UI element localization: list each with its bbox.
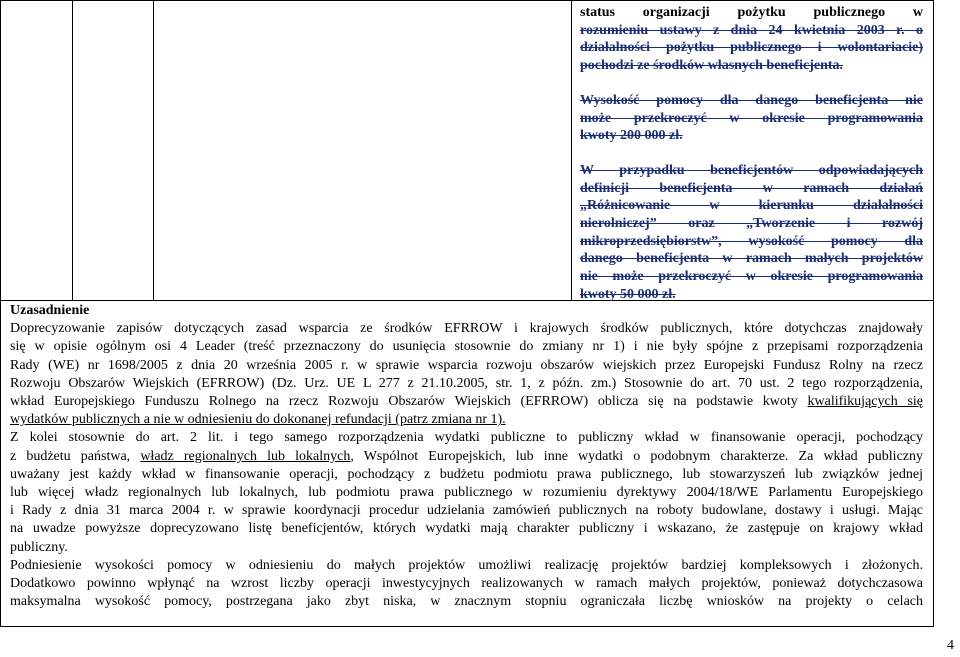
page-number: 4 bbox=[947, 638, 954, 653]
text-line: Z kolei stosownie do art. 2 lit. i tego samego rozporządzenia wydatki publiczne to publiczny wkład w finansowanie operacji, pochodzący bbox=[10, 430, 923, 446]
text-line: Dodatkowo powinno wpłynąć na wzrost liczby operacji inwestycyjnych realizowanych w ramach małych projektów, ponieważ dotychczasowa bbox=[10, 576, 923, 592]
text-line: mikroprzedsiębiorstw”, wysokość pomocy dla bbox=[580, 233, 923, 249]
text-line: może przekroczyć w okresie programowania bbox=[580, 110, 923, 126]
justification-heading: Uzasadnienie bbox=[10, 303, 90, 318]
text-line: Doprecyzowanie zapisów dotyczących zasad wsparcia ze środków EFRROW i krajowych środków publicznych, które dotychczas znajdowały bbox=[10, 321, 923, 337]
text-line: uważany jest każdy wkład w finansowanie operacji, pochodzący z budżetu podmiotu prawa publicznego, lub stowarzyszeń lub związków jednej bbox=[10, 466, 923, 482]
table-top-border bbox=[0, 0, 934, 1]
text-line: maksymalna wysokość pomocy, postrzegana jako zbyt niska, w znacznym stopniu ograniczała liczbę wniosków na projekty o celach bbox=[10, 594, 923, 610]
justification-section bbox=[10, 302, 923, 611]
text-line: Podniesienie wysokości pomocy w odniesieniu do małych projektów umożliwi realizację projektów bardziej kompleksowych i złożonych. bbox=[10, 557, 923, 573]
text-line bbox=[10, 393, 923, 411]
text-run: wkład Europejskiego Funduszu Rolnego na rzecz Rozwoju Obszarów Wiejskich (EFRROW) oblicza się na podstawie kwoty bbox=[10, 394, 808, 410]
text-line: Rady (WE) nr 1698/2005 z dnia 20 września 2005 r. w sprawie wsparcia rozwoju obszarów wiejskich przez Europejski Fundusz Rolny na rzecz bbox=[10, 357, 923, 373]
text-run: z budżetu państwa, bbox=[10, 448, 141, 464]
table-bottom-border bbox=[0, 626, 934, 627]
text-line: lub więcej władz regionalnych lub lokalnych, lub podmiotu prawa publicznego w rozumieniu dyrektywy 2004/18/WE Parlamentu Europejskiego bbox=[10, 485, 923, 501]
text-line bbox=[10, 448, 923, 466]
column-divider-2 bbox=[153, 0, 154, 301]
text-line: pochodzi ze środków własnych beneficjenta. bbox=[580, 58, 844, 74]
column-divider-3 bbox=[571, 0, 572, 301]
text-line: działalności pożytku publicznego i wolontariacie) bbox=[580, 40, 923, 56]
text-line: i Rady z dnia 31 marca 2004 r. w sprawie koordynacji procedur udzielania zamówień publicznych na roboty budowlane, dostawy i usługi. Mając bbox=[10, 503, 923, 519]
text-line: nierolniczej” oraz „Tworzenie i rozwój bbox=[580, 216, 923, 232]
text-line: kwoty 50 000 zł. bbox=[580, 286, 676, 302]
text-line: danego beneficjenta w ramach małych projektów bbox=[580, 251, 923, 267]
text-line: publiczny. bbox=[10, 539, 68, 555]
text-line: status organizacji pożytku publicznego w bbox=[580, 5, 923, 20]
text-line: Wysokość pomocy dla danego beneficjenta nie bbox=[580, 92, 923, 108]
block-small-projects bbox=[580, 162, 923, 304]
block-origin-funds bbox=[580, 4, 923, 75]
text-line: Rozwoju Obszarów Wiejskich (EFRROW) (Dz. Urz. UE L 277 z 21.10.2005, str. 1, z późn. zm.) Stosownie do art. 70 ust. 2 tego rozporządzenia, bbox=[10, 375, 923, 391]
text-line: się w opisie ogólnym osi 4 Leader (treść przeznaczony do usunięcia stosownie do zmiany nr 1) i nie były spójne z przepisami rozporządzenia bbox=[10, 339, 923, 355]
text-line: na uwadze powyższe doprecyzowano listę beneficjentów, których wydatki mają charakter publiczny i wskazano, że zastępuje on krajowy wkład bbox=[10, 521, 923, 537]
text-line: W przypadku beneficjentów odpowiadających bbox=[580, 162, 923, 178]
text-line: „Różnicowanie w kierunku działalności bbox=[580, 198, 923, 214]
column-divider-1 bbox=[72, 0, 73, 301]
amendment-cell bbox=[580, 4, 923, 304]
text-line: rozumieniu ustawy z dnia 24 kwietnia 2003 r. o bbox=[580, 22, 923, 38]
table-right-border bbox=[933, 0, 934, 627]
underlined-text: kwalifikujących się bbox=[807, 394, 923, 410]
text-line: kwoty 200 000 zł. bbox=[580, 128, 683, 144]
text-run: , Wspólnot Europejskich, lub inne wydatki o podobnym charakterze. Za wkład publiczny bbox=[350, 448, 924, 464]
text-line: nie może przekroczyć w okresie programowania bbox=[580, 269, 923, 285]
table-left-border bbox=[0, 0, 1, 627]
block-max-aid bbox=[580, 92, 923, 145]
text-line: definicji beneficjenta w ramach działań bbox=[580, 180, 923, 196]
underlined-text: wydatków publicznych a nie w odniesieniu do dokonanej refundacji (patrz zmiana nr 1). bbox=[10, 412, 506, 428]
underlined-text: władz regionalnych lub lokalnych bbox=[140, 448, 351, 464]
text-line bbox=[10, 411, 923, 429]
